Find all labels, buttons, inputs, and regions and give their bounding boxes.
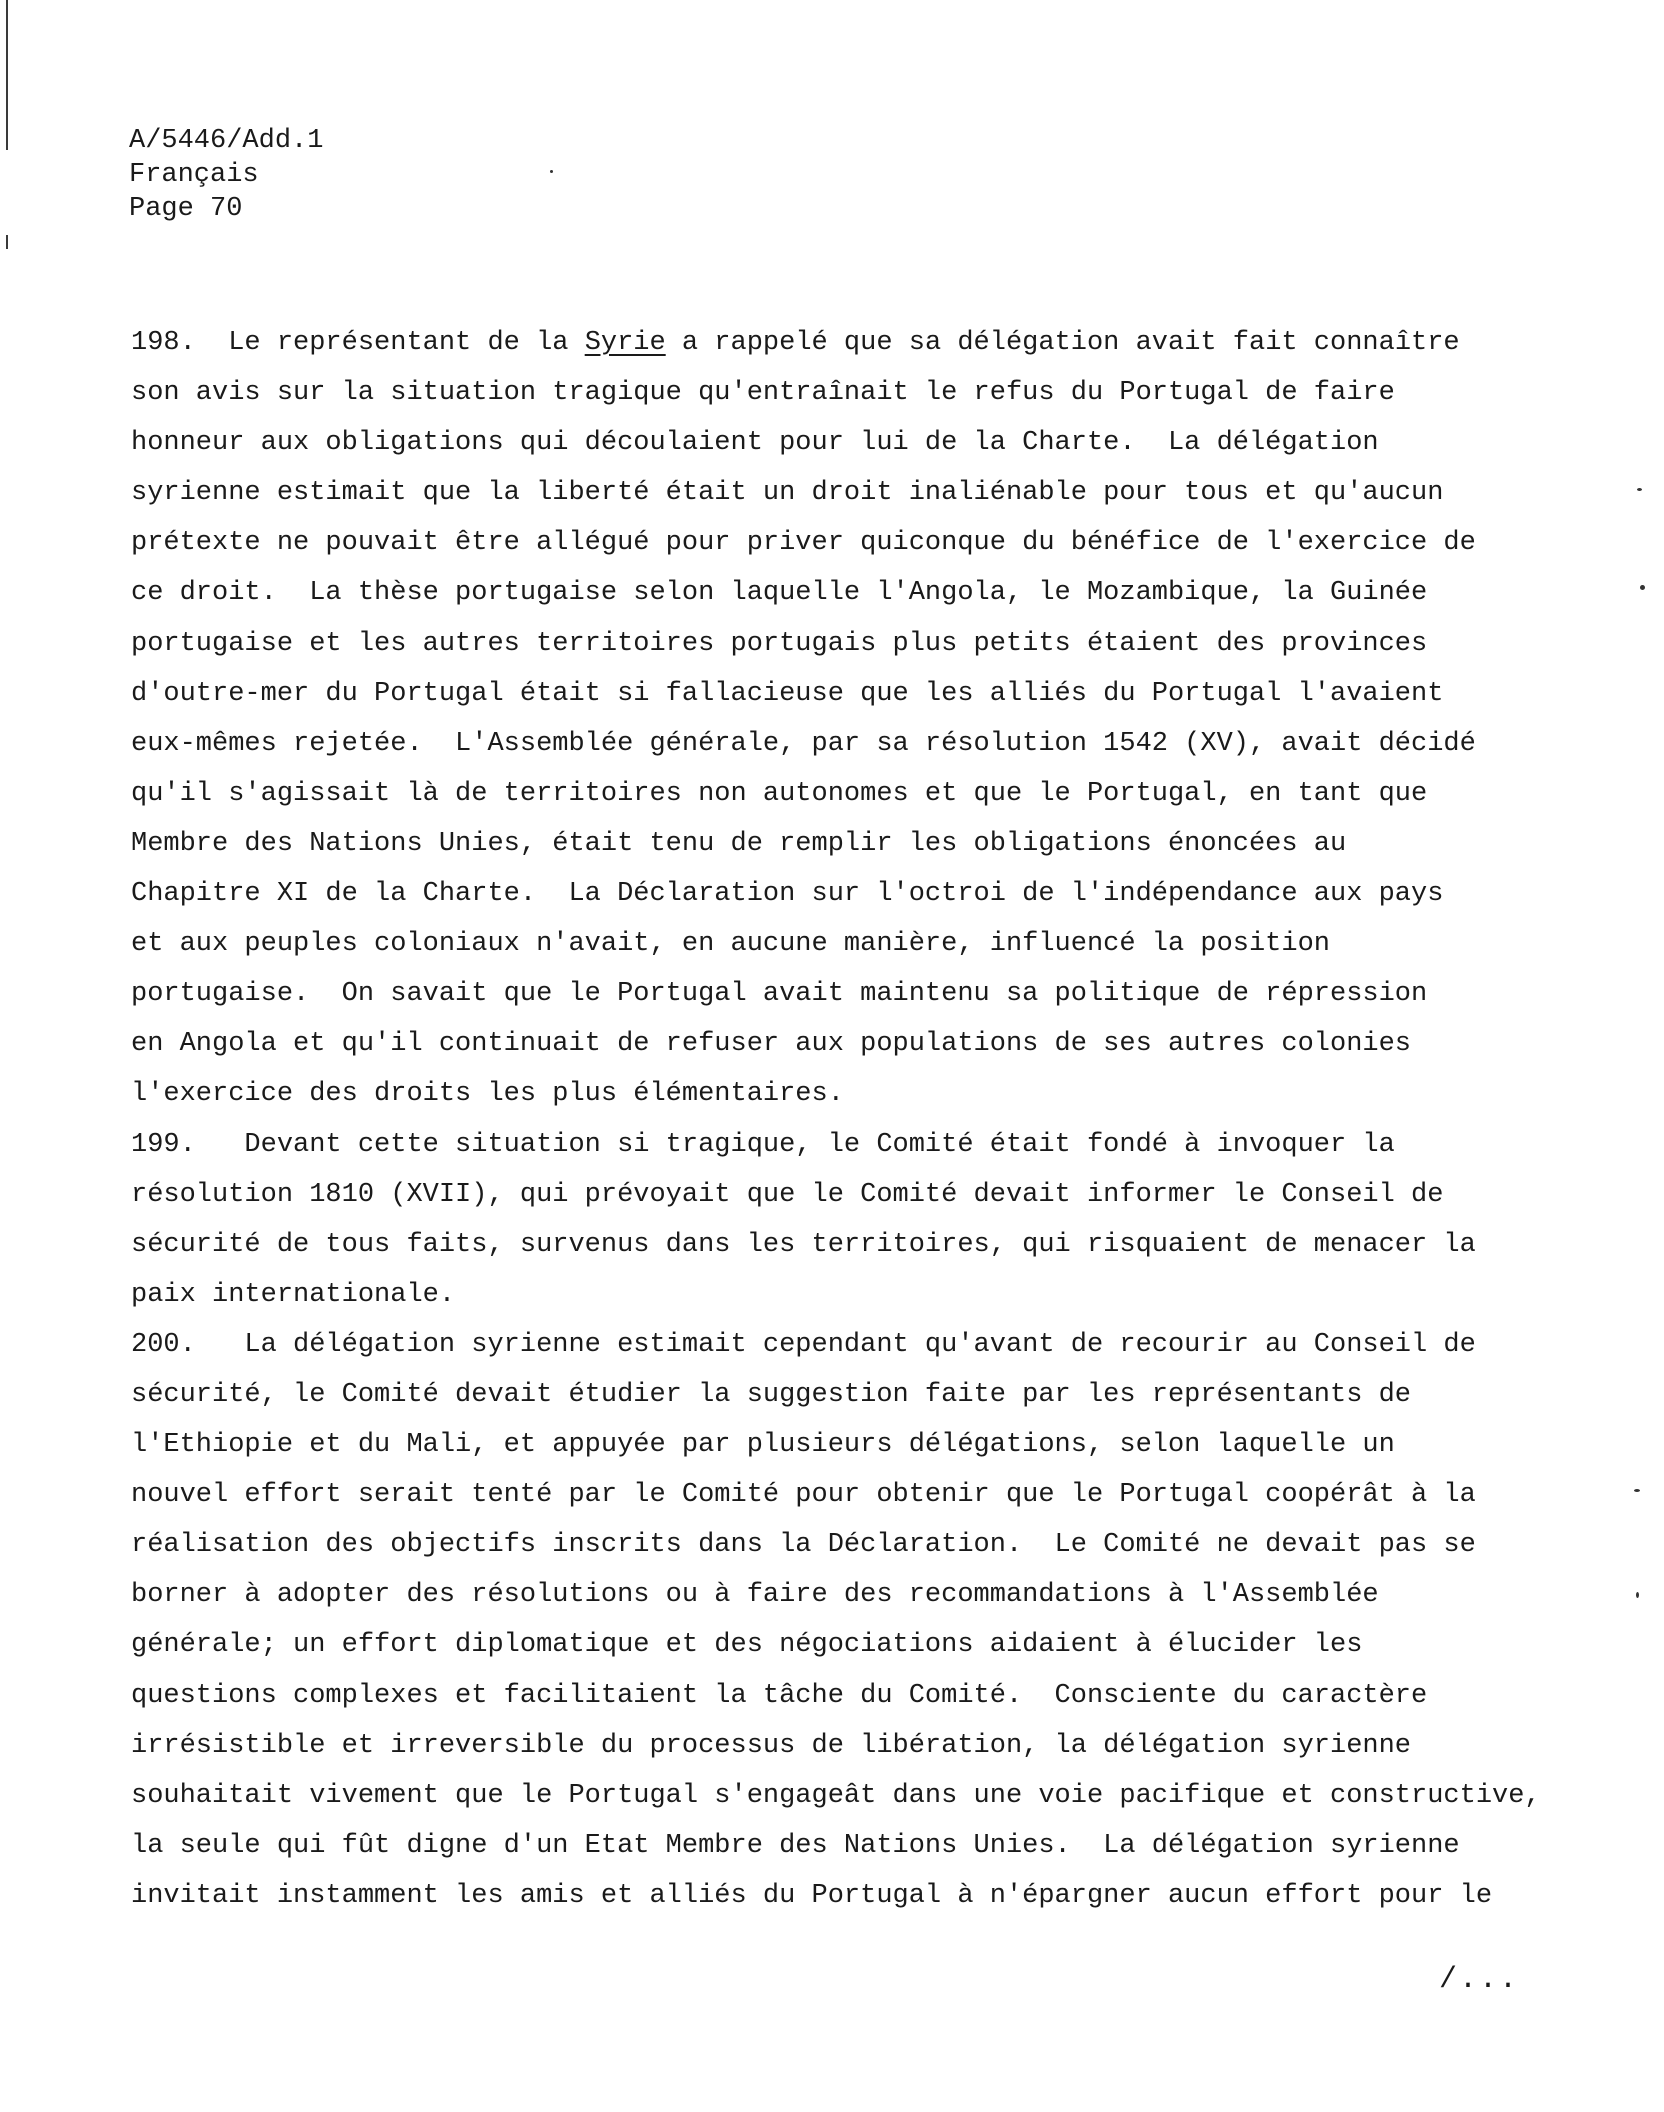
text-line: sécurité, le Comité devait étudier la suggestion faite par les représentants de xyxy=(131,1379,1412,1410)
text-line: souhaitait vivement que le Portugal s'engageât dans une voie pacifique et constructive, xyxy=(131,1780,1541,1811)
scan-speck xyxy=(550,170,553,173)
document-header xyxy=(129,124,323,226)
text-line: en Angola et qu'il continuait de refuser aux populations de ses autres colonies xyxy=(131,1029,1412,1060)
body-text xyxy=(131,318,1561,1921)
scan-speck xyxy=(1637,488,1642,491)
left-margin-rule xyxy=(6,0,8,150)
text-line: la seule qui fût digne d'un Etat Membre des Nations Unies. La délégation syrienne xyxy=(131,1830,1460,1861)
text-line: qu'il s'agissait là de territoires non autonomes et que le Portugal, en tant que xyxy=(131,778,1428,809)
text-line: portugaise. On savait que le Portugal avait maintenu sa politique de répression xyxy=(131,979,1428,1010)
text-line: et aux peuples coloniaux n'avait, en aucune manière, influencé la position xyxy=(131,929,1330,960)
text-line: honneur aux obligations qui découlaient pour lui de la Charte. La délégation xyxy=(131,428,1379,459)
continuation-mark: /... xyxy=(1439,1963,1520,1997)
text-line: Membre des Nations Unies, était tenu de remplir les obligations énoncées au xyxy=(131,828,1347,859)
text-line: prétexte ne pouvait être allégué pour priver quiconque du bénéfice de l'exercice de xyxy=(131,528,1476,559)
scan-speck xyxy=(1640,585,1645,590)
page-number: Page 70 xyxy=(129,194,243,224)
text-line: questions complexes et facilitaient la tâche du Comité. Consciente du caractère xyxy=(131,1680,1428,1711)
text-line-segment: a rappelé que sa délégation avait fait connaître xyxy=(665,328,1460,358)
document-language: Français xyxy=(129,160,259,190)
text-line: borner à adopter des résolutions ou à faire des recommandations à l'Assemblée xyxy=(131,1580,1379,1611)
text-line: syrienne estimait que la liberté était un droit inaliénable pour tous et qu'aucun xyxy=(131,478,1444,509)
text-line: résolution 1810 (XVII), qui prévoyait que le Comité devait informer le Conseil de xyxy=(131,1179,1444,1210)
text-line: portugaise et les autres territoires portugais plus petits étaient des provinces xyxy=(131,628,1428,659)
text-line: invitait instamment les amis et alliés du Portugal à n'épargner aucun effort pour le xyxy=(131,1880,1493,1911)
text-line: son avis sur la situation tragique qu'entraînait le refus du Portugal de faire xyxy=(131,378,1395,409)
underlined-country-name: Syrie xyxy=(584,328,666,358)
text-line: nouvel effort serait tenté par le Comité pour obtenir que le Portugal coopérât à la xyxy=(131,1480,1476,1511)
text-line-segment: 198. Le représentant de la xyxy=(131,328,585,358)
text-line: 200. La délégation syrienne estimait cependant qu'avant de recourir au Conseil de xyxy=(131,1329,1476,1360)
left-margin-tick xyxy=(6,235,8,249)
text-line: ce droit. La thèse portugaise selon laquelle l'Angola, le Mozambique, la Guinée xyxy=(131,578,1428,609)
scan-speck xyxy=(1636,1592,1639,1598)
text-line: l'exercice des droits les plus élémentaires. xyxy=(131,1079,844,1110)
text-line: réalisation des objectifs inscrits dans la Déclaration. Le Comité ne devait pas se xyxy=(131,1530,1476,1561)
text-line: irrésistible et irreversible du processus de libération, la délégation syrienne xyxy=(131,1730,1412,1761)
scan-speck xyxy=(1634,1489,1640,1492)
text-line: d'outre-mer du Portugal était si fallacieuse que les alliés du Portugal l'avaient xyxy=(131,678,1444,709)
text-line: paix internationale. xyxy=(131,1279,456,1310)
text-line: l'Ethiopie et du Mali, et appuyée par plusieurs délégations, selon laquelle un xyxy=(131,1430,1395,1461)
text-line: eux-mêmes rejetée. L'Assemblée générale, par sa résolution 1542 (XV), avait décidé xyxy=(131,728,1476,759)
text-line: générale; un effort diplomatique et des négociations aidaient à élucider les xyxy=(131,1630,1363,1661)
text-line xyxy=(131,318,1561,368)
document-symbol: A/5446/Add.1 xyxy=(129,126,324,156)
text-line: sécurité de tous faits, survenus dans les territoires, qui risquaient de menacer la xyxy=(131,1229,1476,1260)
text-line: Chapitre XI de la Charte. La Déclaration sur l'octroi de l'indépendance aux pays xyxy=(131,879,1444,910)
text-line: 199. Devant cette situation si tragique, le Comité était fondé à invoquer la xyxy=(131,1129,1395,1160)
